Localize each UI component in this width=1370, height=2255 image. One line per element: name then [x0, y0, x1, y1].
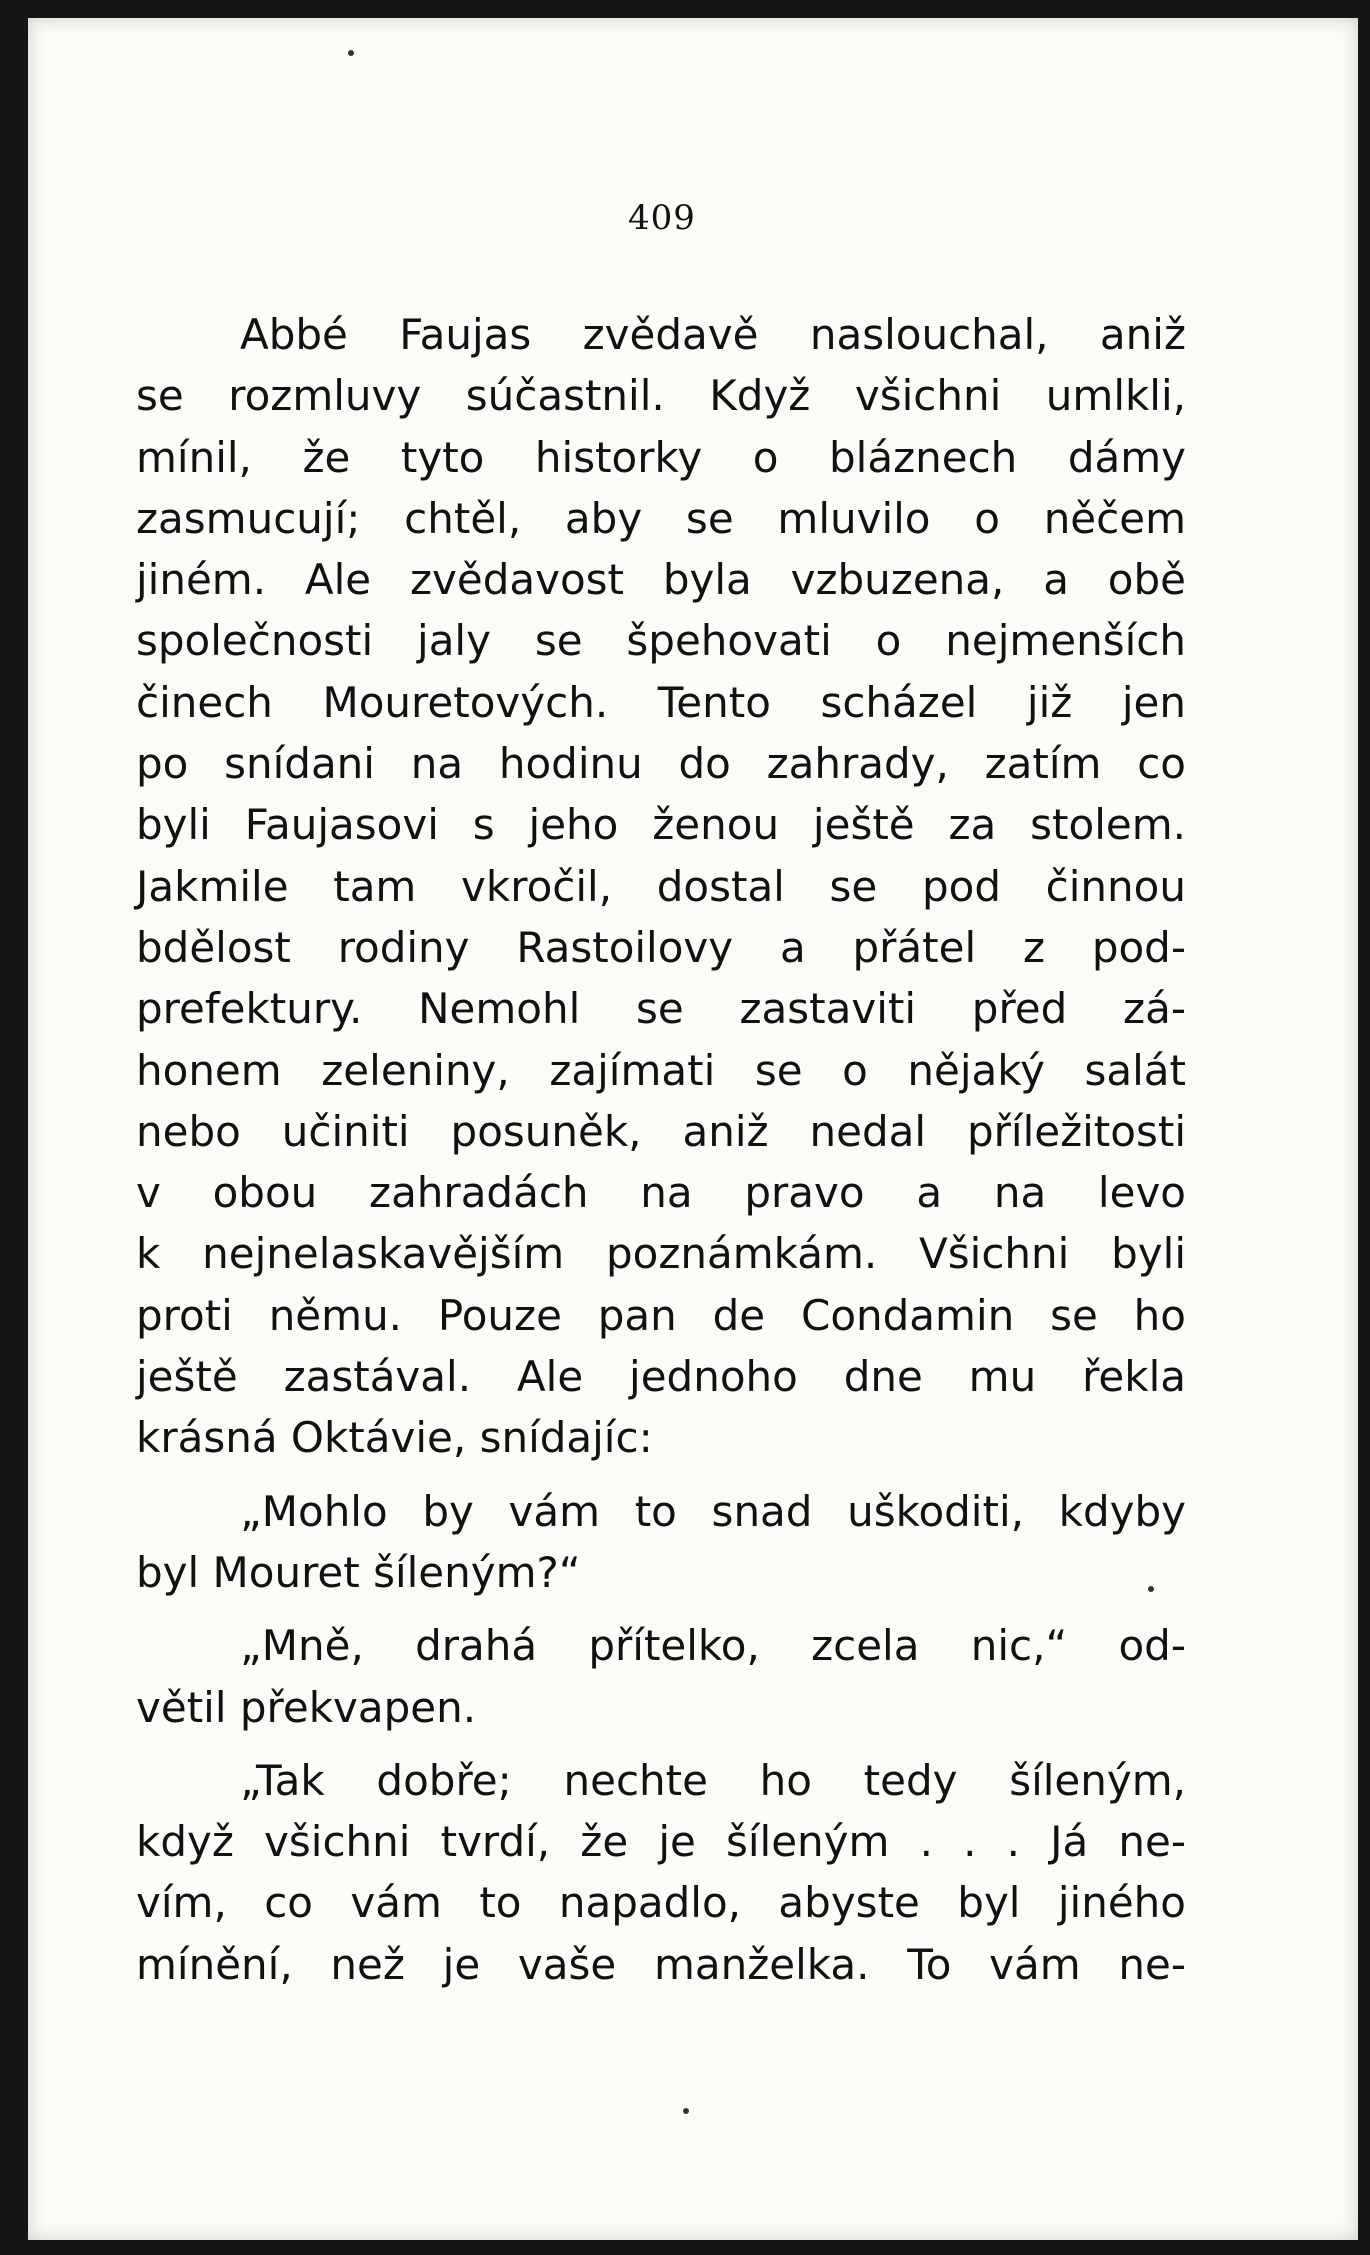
text-line: honem zeleniny, zajímati se o nějaký salát	[136, 1045, 1186, 1095]
text-line: „Mně, drahá přítelko, zcela nic,“ od-	[240, 1621, 1186, 1671]
text-line: krásná Oktávie, snídajíc:	[136, 1413, 653, 1463]
text-line: společnosti jaly se špehovati o nejmenších	[136, 616, 1186, 666]
text-line: v obou zahradách na pravo a na levo	[136, 1168, 1186, 1218]
paragraph-gap	[136, 1738, 1186, 1750]
scan-speck	[348, 50, 354, 56]
text-line: „Mohlo by vám to snad uškoditi, kdyby	[240, 1486, 1186, 1536]
text-line: „Tak dobře; nechte ho tedy šíleným,	[240, 1755, 1186, 1805]
text-line: prefektury. Nemohl se zastaviti před zá-	[136, 984, 1186, 1034]
text-line: větil překvapen.	[136, 1682, 477, 1732]
text-line: Abbé Faujas zvědavě naslouchal, aniž	[240, 310, 1186, 359]
text-line: činech Mouretových. Tento scházel již jen	[136, 677, 1186, 727]
scan-speck	[683, 2108, 689, 2114]
text-line: byli Faujasovi s jeho ženou ještě za stolem.	[136, 800, 1186, 850]
book-page	[28, 18, 1358, 2240]
text-line: jiném. Ale zvědavost byla vzbuzena, a obě	[136, 555, 1186, 605]
text-line: vím, co vám to napadlo, abyste byl jiného	[136, 1878, 1186, 1928]
text-line: zasmucují; chtěl, aby se mluvilo o něčem	[136, 493, 1186, 543]
text-line: mínil, že tyto historky o bláznech dámy	[136, 432, 1186, 482]
paragraph-gap	[136, 1603, 1186, 1615]
text-line: po snídani na hodinu do zahrady, zatím co	[136, 739, 1186, 789]
page-number: 409	[628, 198, 696, 238]
text-line: mínění, než je vaše manželka. To vám ne-	[136, 1939, 1186, 1989]
paragraph-gap	[136, 1469, 1186, 1481]
scan-speck	[1148, 1586, 1154, 1592]
text-line: proti němu. Pouze pan de Condamin se ho	[136, 1290, 1186, 1340]
text-line: nebo učiniti posuněk, aniž nedal příležitosti	[136, 1106, 1186, 1156]
text-line: byl Mouret šíleným?“	[136, 1547, 581, 1597]
text-line: ještě zastával. Ale jednoho dne mu řekla	[136, 1352, 1186, 1402]
text-line: bdělost rodiny Rastoilovy a přátel z pod-	[136, 922, 1186, 972]
text-line: když všichni tvrdí, že je šíleným . . . Já ne-	[136, 1817, 1186, 1867]
text-line: se rozmluvy súčastnil. Když všichni umlkli,	[136, 371, 1186, 421]
body-text	[136, 304, 1186, 1995]
text-line: Jakmile tam vkročil, dostal se pod činnou	[136, 861, 1186, 911]
text-line: k nejnelaskavějším poznámkám. Všichni byli	[136, 1229, 1186, 1279]
